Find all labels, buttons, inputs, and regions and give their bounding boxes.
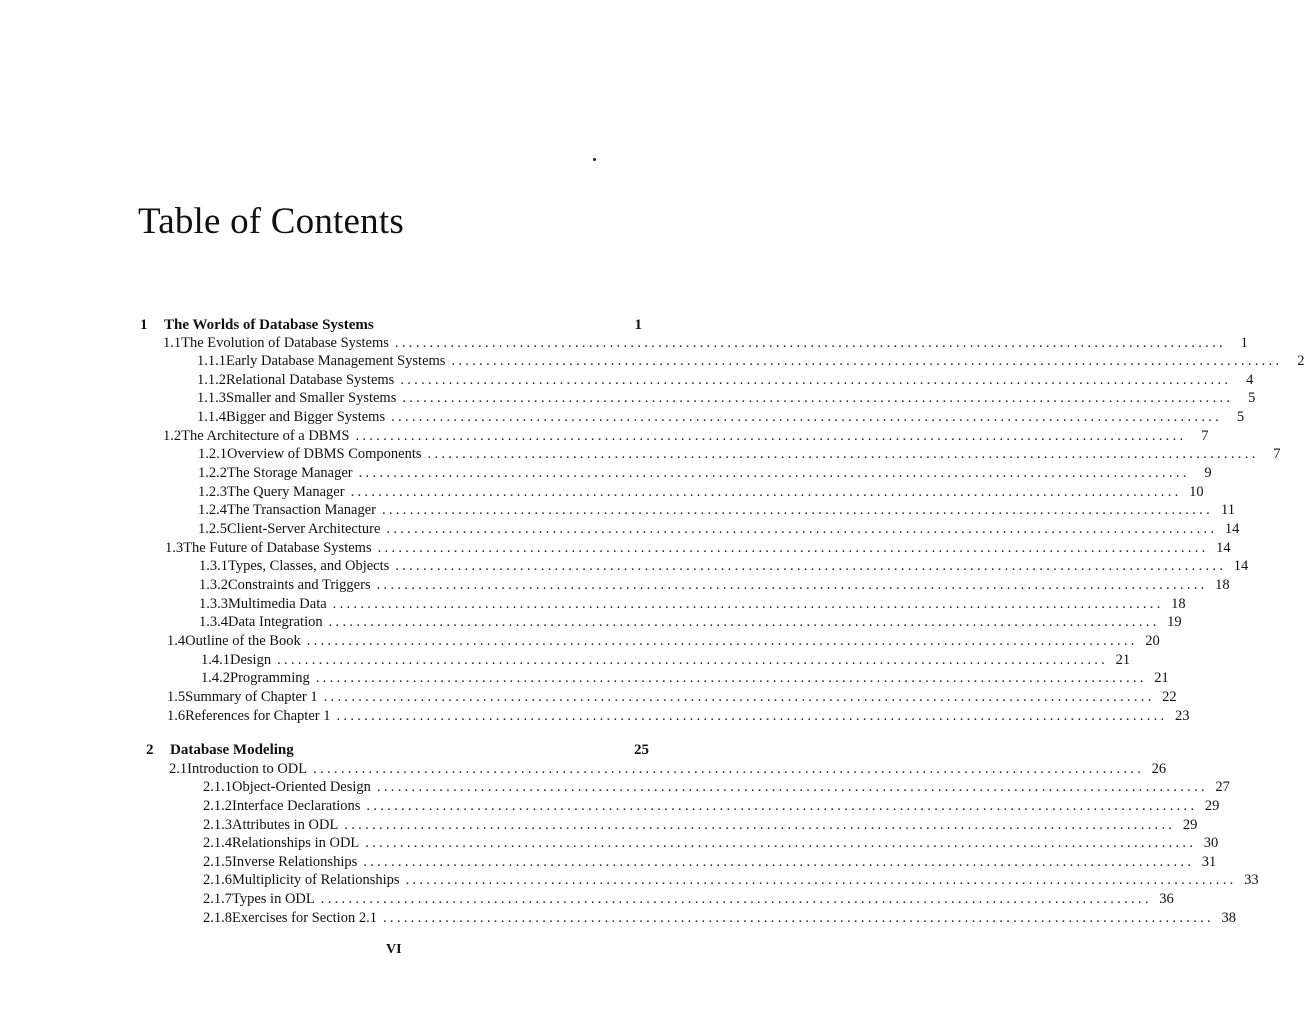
toc-entry[interactable] [163, 427, 1209, 445]
toc-title: The Architecture of a DBMS [181, 428, 350, 444]
toc-title: Relationships in ODL [232, 835, 360, 851]
toc-leader: ........................................................................................................................ [277, 652, 1109, 668]
toc-entry[interactable] [203, 816, 1198, 834]
toc-title: Programming [230, 670, 310, 686]
toc-entry[interactable] [203, 797, 1220, 815]
toc-page: 2 [1297, 353, 1304, 369]
toc-page: 1 [1240, 335, 1248, 351]
toc-leader: ........................................................................................................................ [451, 353, 1283, 369]
toc-title: Constraints and Triggers [228, 577, 371, 593]
toc-leader: ........................................................................................................................ [386, 521, 1218, 537]
toc-entry[interactable] [199, 613, 1182, 631]
page-title: Table of Contents [138, 201, 404, 242]
toc-entry[interactable] [197, 408, 1245, 426]
toc-page: 31 [1201, 854, 1217, 870]
toc-page: 25 [634, 742, 649, 758]
toc-title: Object-Oriented Design [232, 779, 371, 795]
toc-number: 1.2.2 [198, 465, 227, 481]
toc-leader: ........................................................................................................................ [402, 390, 1234, 406]
toc-leader: ........................................................................................................................ [427, 446, 1259, 462]
toc-number: 2.1.2 [203, 798, 232, 814]
toc-page: 21 [1154, 670, 1169, 686]
toc-page: 14 [1233, 558, 1249, 574]
toc-entry[interactable] [165, 539, 1231, 557]
toc-number: 1.2.1 [198, 446, 227, 462]
toc-leader: ........................................................................................................................ [395, 558, 1227, 574]
toc-leader: ........................................................................................................................ [306, 633, 1138, 649]
toc-page: 14 [1224, 521, 1240, 537]
toc-title: Types, Classes, and Objects [228, 558, 390, 574]
toc-leader: ........................................................................................................................ [365, 835, 1197, 851]
toc-page: 18 [1171, 596, 1186, 612]
toc-number: 1.2.4 [198, 502, 227, 518]
toc-page: 36 [1159, 891, 1174, 907]
toc-leader: ........................................................................................................................ [376, 779, 1208, 795]
toc-page: 11 [1221, 502, 1235, 518]
toc-leader: ........................................................................................................................ [382, 502, 1213, 518]
toc-leader: ........................................................................................................................ [344, 817, 1176, 833]
toc-entry[interactable] [203, 778, 1230, 796]
toc-chapter[interactable] [146, 741, 649, 759]
toc-page: 7 [1201, 428, 1209, 444]
toc-number: 1.4 [167, 633, 186, 649]
toc-entry[interactable] [203, 834, 1219, 852]
toc-entry[interactable] [203, 909, 1236, 927]
toc-title: References for Chapter 1 [185, 708, 331, 724]
toc-title: Client-Server Architecture [227, 521, 381, 537]
toc-number: 1.3.2 [199, 577, 228, 593]
toc-number: 1.3.1 [199, 558, 228, 574]
toc-page: 29 [1182, 817, 1198, 833]
toc-leader: ........................................................................................................................ [376, 577, 1208, 593]
toc-page: 33 [1244, 872, 1259, 888]
toc-title: Summary of Chapter 1 [185, 689, 318, 705]
toc-entry[interactable] [201, 651, 1131, 669]
toc-page: 23 [1174, 708, 1190, 724]
toc-title: The Evolution of Database Systems [181, 335, 389, 351]
toc-leader: ........................................................................................................................ [363, 854, 1195, 870]
toc-leader: ........................................................................................................................ [355, 428, 1187, 444]
toc-title: The Query Manager [227, 484, 345, 500]
toc-entry[interactable] [167, 707, 1190, 725]
toc-number: 1.6 [167, 708, 186, 724]
toc-title: Early Database Management Systems [226, 353, 446, 369]
toc-page: 9 [1204, 465, 1212, 481]
toc-page: 18 [1215, 577, 1230, 593]
toc-title: The Storage Manager [227, 465, 353, 481]
toc-leader: ........................................................................................................................ [394, 335, 1226, 351]
toc-title: Relational Database Systems [226, 372, 395, 388]
toc-page: 14 [1216, 540, 1231, 556]
toc-entry[interactable] [167, 688, 1177, 706]
toc-number: 2.1.1 [203, 779, 232, 795]
toc-number: 2.1.6 [203, 872, 232, 888]
toc-number: 1.2.5 [198, 521, 227, 537]
toc-page: 7 [1273, 446, 1281, 462]
toc-title: Introduction to ODL [187, 761, 308, 777]
toc-entry[interactable] [203, 871, 1259, 889]
toc-entry[interactable] [169, 760, 1167, 778]
toc-page: 10 [1189, 484, 1204, 500]
toc-title: Interface Declarations [232, 798, 361, 814]
toc-title: Database Modeling [170, 742, 294, 758]
toc-entry[interactable] [199, 576, 1230, 594]
toc-leader: ........................................................................................................................ [313, 761, 1145, 777]
toc-number: 2.1 [169, 761, 188, 777]
toc-leader: ........................................................................................................................ [405, 872, 1237, 888]
toc-title: Data Integration [228, 614, 323, 630]
toc-leader: ........................................................................................................................ [315, 670, 1147, 686]
toc-entry[interactable] [197, 352, 1304, 370]
toc-number: 1.1.1 [197, 353, 226, 369]
toc-number: 2.1.8 [203, 910, 232, 926]
toc-title: Multiplicity of Relationships [232, 872, 400, 888]
toc-number: 2 [146, 742, 154, 758]
toc-entry[interactable] [199, 595, 1186, 613]
toc-leader: ........................................................................................................................ [332, 596, 1164, 612]
toc-page: 22 [1162, 689, 1177, 705]
toc-entry[interactable] [201, 669, 1169, 687]
toc-page: 30 [1203, 835, 1219, 851]
toc-entry[interactable] [167, 632, 1160, 650]
toc-number: 1.3.4 [199, 614, 228, 630]
toc-entry[interactable] [197, 389, 1256, 407]
toc-title: Inverse Relationships [232, 854, 358, 870]
toc-title: The Transaction Manager [227, 502, 376, 518]
toc-title: Outline of the Book [185, 633, 301, 649]
toc-number: 1 [140, 317, 148, 333]
toc-title: Bigger and Bigger Systems [226, 409, 386, 425]
toc-leader: ........................................................................................................................ [382, 910, 1214, 926]
toc-entry[interactable] [198, 445, 1281, 463]
toc-page: 26 [1151, 761, 1167, 777]
toc-leader: ........................................................................................................................ [328, 614, 1160, 630]
toc-entry[interactable] [198, 501, 1235, 519]
toc-entry[interactable] [163, 334, 1248, 352]
toc-page: 1 [634, 317, 642, 333]
toc-page: 19 [1167, 614, 1182, 630]
toc-number: 1.1.2 [197, 372, 226, 388]
toc-page: 38 [1221, 910, 1236, 926]
toc-number: 1.2 [163, 428, 182, 444]
toc-page: 29 [1204, 798, 1220, 814]
toc-leader: ........................................................................................................................ [377, 540, 1209, 556]
toc-title: Types in ODL [232, 891, 315, 907]
toc-number: 2.1.5 [203, 854, 232, 870]
toc-number: 1.4.1 [201, 652, 230, 668]
toc-entry[interactable] [198, 464, 1212, 482]
toc-title: Attributes in ODL [232, 817, 339, 833]
toc-leader: ........................................................................................................................ [350, 484, 1182, 500]
toc-page: 4 [1246, 372, 1254, 388]
toc-number: 1.3.3 [199, 596, 228, 612]
toc-title: Overview of DBMS Components [227, 446, 422, 462]
toc-entry[interactable] [197, 371, 1254, 389]
page-number: VI [386, 942, 402, 957]
toc-entry[interactable] [203, 890, 1174, 908]
toc-number: 2.1.4 [203, 835, 232, 851]
toc-number: 1.5 [167, 689, 186, 705]
toc-number: 1.1.4 [197, 409, 226, 425]
toc-page: 5 [1236, 409, 1245, 425]
toc-chapter[interactable] [140, 316, 642, 334]
toc-page: 20 [1145, 633, 1160, 649]
toc-entry[interactable] [198, 483, 1204, 501]
toc-number: 2.1.7 [203, 891, 232, 907]
toc-number: 1.1.3 [197, 390, 226, 406]
toc-leader: ........................................................................................................................ [366, 798, 1198, 814]
toc-page: 27 [1215, 779, 1230, 795]
toc-leader: ........................................................................................................................ [391, 409, 1223, 425]
toc-number: 2.1.3 [203, 817, 232, 833]
toc-number: 1.4.2 [201, 670, 230, 686]
toc-number: 1.2.3 [198, 484, 227, 500]
toc-entry[interactable] [203, 853, 1217, 871]
toc-title: Design [230, 652, 272, 668]
toc-leader: ........................................................................................................................ [320, 891, 1152, 907]
toc-leader: ........................................................................................................................ [323, 689, 1155, 705]
toc-leader: ........................................................................................................................ [358, 465, 1190, 481]
toc-page: 21 [1115, 652, 1131, 668]
toc-title: The Worlds of Database Systems [164, 317, 374, 333]
toc-leader: ........................................................................................................................ [336, 708, 1168, 724]
toc-title: Exercises for Section 2.1 [232, 910, 377, 926]
toc-page: 5 [1248, 390, 1256, 406]
toc-number: 1.1 [163, 335, 182, 351]
toc-number: 1.3 [165, 540, 184, 556]
toc-title: Smaller and Smaller Systems [226, 390, 397, 406]
toc-leader: ........................................................................................................................ [400, 372, 1232, 388]
toc-entry[interactable] [198, 520, 1240, 538]
toc-entry[interactable] [199, 557, 1249, 575]
toc-title: Multimedia Data [228, 596, 327, 612]
toc-title: The Future of Database Systems [183, 540, 372, 556]
